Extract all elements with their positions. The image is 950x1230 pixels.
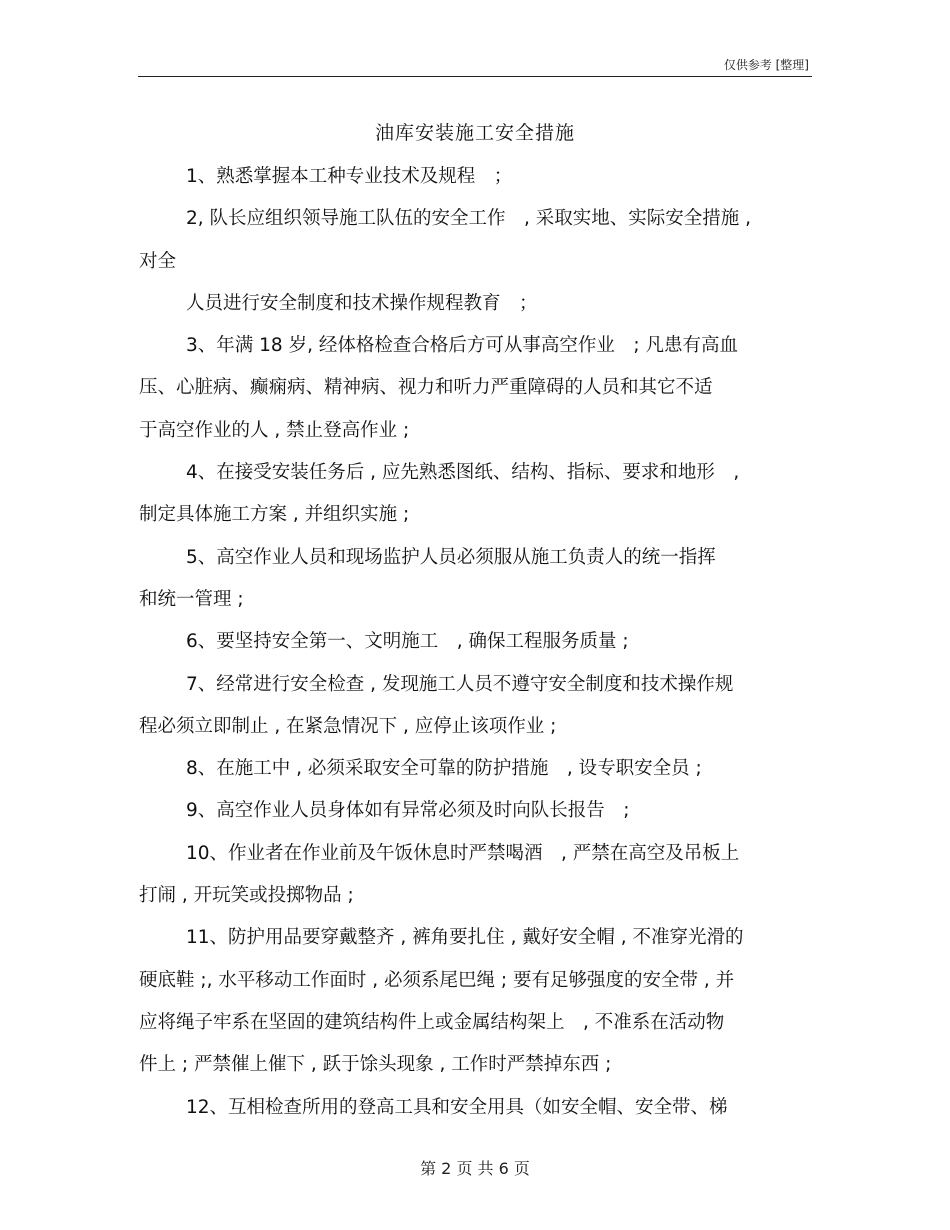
- text-line: 压、心脏病、癫痫病、精神病、视力和听力严重障碍的人员和其它不适: [139, 377, 713, 399]
- text-line: 3、年满 18 岁, 经体格检查合格后方可从事高空作业 ; 凡患有高血: [186, 335, 738, 357]
- text-line: 件上 ; 严禁催上催下 , 跃于馀头现象 , 工作时严禁掉东西 ;: [139, 1054, 612, 1076]
- text-line: 9、高空作业人员身体如有异常必须及时向队长报告 ;: [186, 800, 630, 822]
- text-line: 4、在接受安装任务后 , 应先熟悉图纸、结构、指标、要求和地形 ,: [186, 462, 740, 484]
- header-note: 仅供参考 [整理]: [723, 58, 809, 72]
- text-line: 程必须立即制止 , 在紧急情况下 , 应停止该项作业 ;: [139, 715, 557, 737]
- text-line: 硬底鞋 ;, 水平移动工作面时 , 必须系尾巴绳 ; 要有足够强度的安全带 , 并: [139, 969, 735, 991]
- document-title: 油库安装施工安全措施: [374, 122, 575, 144]
- text-line: 于高空作业的人 , 禁止登高作业 ;: [139, 419, 410, 441]
- text-line: 应将绳子牢系在坚固的建筑结构件上或金属结构架上 , 不准系在活动物: [139, 1011, 725, 1033]
- text-line: 1、熟悉掌握本工种专业技术及规程 ；: [186, 166, 513, 187]
- text-line: 对全: [139, 250, 177, 272]
- text-line: 2, 队长应组织领导施工队伍的安全工作 , 采取实地、实际安全措施 ,: [186, 208, 752, 230]
- text-line: 11、防护用品要穿戴整齐 , 裤角要扎住 , 戴好安全帽 , 不准穿光滑的: [186, 927, 744, 949]
- text-line: 人员进行安全制度和技术操作规程教育 ；: [186, 292, 538, 314]
- text-line: 5、高空作业人员和现场监护人员必须服从施工负责人的统一指挥: [186, 546, 716, 568]
- text-line: 8、在施工中 , 必须采取安全可靠的防护措施 , 设专职安全员 ;: [186, 758, 702, 780]
- page-number: 第 2 页 共 6 页: [420, 1159, 530, 1178]
- text-line: 和统一管理 ;: [139, 588, 244, 610]
- text-line: 制定具体施工方案 , 并组织实施 ;: [139, 504, 410, 526]
- text-line: 10、作业者在作业前及午饭休息时严禁喝酒 , 严禁在高空及吊板上: [186, 842, 740, 864]
- text-line: 7、经常进行安全检查 , 发现施工人员不遵守安全制度和技术操作规: [186, 673, 734, 695]
- text-line: 6、要坚持安全第一、文明施工 , 确保工程服务质量 ;: [186, 631, 629, 653]
- header-divider: [138, 76, 812, 77]
- text-line: 打闹 , 开玩笑或投掷物品 ;: [139, 885, 354, 907]
- document-body: [139, 156, 811, 1129]
- text-line: 12、互相检查所用的登高工具和安全用具（如安全帽、安全带、梯: [186, 1096, 728, 1118]
